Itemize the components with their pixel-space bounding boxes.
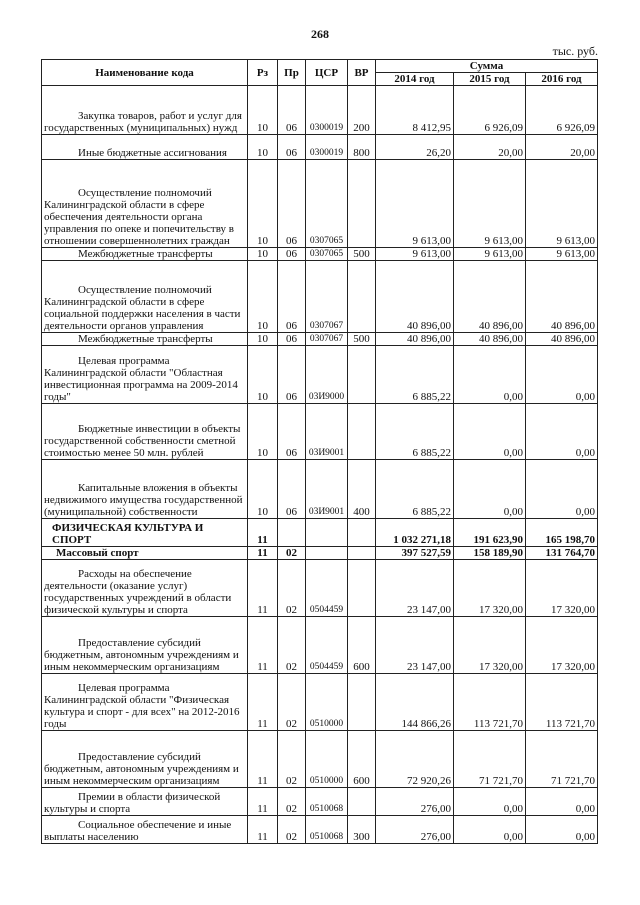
header-2016: 2016 год: [526, 73, 598, 86]
row-csr: 0300019: [306, 86, 348, 135]
row-2016: 40 896,00: [526, 333, 598, 346]
row-2016: 131 764,70: [526, 547, 598, 560]
row-pr: 02: [278, 617, 306, 674]
row-2014: 9 613,00: [376, 248, 454, 261]
table-row: [42, 404, 598, 460]
row-csr: [306, 547, 348, 560]
row-2015: 71 721,70: [454, 731, 526, 788]
row-2016: 0,00: [526, 816, 598, 844]
row-2014: 40 896,00: [376, 261, 454, 333]
table-row: [42, 333, 598, 346]
row-pr: 06: [278, 404, 306, 460]
row-2015: 113 721,70: [454, 674, 526, 731]
table-row: [42, 617, 598, 674]
table-row: [42, 519, 598, 547]
row-pr: 06: [278, 261, 306, 333]
row-vr: [348, 519, 376, 547]
row-name: Целевая программа Калининградской области "Областная инвестиционная программа на 2009-2014 годы": [42, 346, 248, 404]
row-pr: 06: [278, 160, 306, 248]
row-2016: 71 721,70: [526, 731, 598, 788]
table-row: [42, 731, 598, 788]
row-name: ФИЗИЧЕСКАЯ КУЛЬТУРА И СПОРТ: [42, 519, 248, 547]
row-rz: 11: [248, 731, 278, 788]
row-rz: 11: [248, 519, 278, 547]
table-row: [42, 460, 598, 519]
row-name: Осуществление полномочий Калининградской области в сфере обеспечения деятельности органа управления по опеке и попечительству в отношении совершеннолетних граждан: [42, 160, 248, 248]
table-row: [42, 261, 598, 333]
table-row: [42, 788, 598, 816]
row-name: Предоставление субсидий бюджетным, автономным учреждениям и иным некоммерческим организациям: [42, 617, 248, 674]
row-name: Иные бюджетные ассигнования: [42, 135, 248, 160]
row-name: Закупка товаров, работ и услуг для государственных (муниципальных) нужд: [42, 86, 248, 135]
row-vr: 200: [348, 86, 376, 135]
budget-table: [41, 59, 598, 844]
row-vr: 600: [348, 731, 376, 788]
header-2015: 2015 год: [454, 73, 526, 86]
page-number: 268: [311, 27, 329, 41]
row-pr: 06: [278, 460, 306, 519]
row-2015: 6 926,09: [454, 86, 526, 135]
row-2015: 0,00: [454, 816, 526, 844]
row-2016: 113 721,70: [526, 674, 598, 731]
row-2015: 9 613,00: [454, 160, 526, 248]
row-name: Предоставление субсидий бюджетным, автономным учреждениям и иным некоммерческим организациям: [42, 731, 248, 788]
row-2014: 72 920,26: [376, 731, 454, 788]
row-2015: 191 623,90: [454, 519, 526, 547]
row-name: Массовый спорт: [42, 547, 248, 560]
row-rz: 11: [248, 560, 278, 617]
row-2014: 23 147,00: [376, 617, 454, 674]
row-rz: 10: [248, 248, 278, 261]
row-csr: 0504459: [306, 617, 348, 674]
row-rz: 10: [248, 135, 278, 160]
row-2016: 165 198,70: [526, 519, 598, 547]
row-2014: 1 032 271,18: [376, 519, 454, 547]
row-rz: 10: [248, 460, 278, 519]
row-2015: 40 896,00: [454, 261, 526, 333]
row-2015: 17 320,00: [454, 617, 526, 674]
units-label: тыс. руб.: [552, 44, 598, 58]
row-csr: 0307067: [306, 333, 348, 346]
row-2015: 9 613,00: [454, 248, 526, 261]
header-2014: 2014 год: [376, 73, 454, 86]
table-row: [42, 674, 598, 731]
row-2014: 6 885,22: [376, 404, 454, 460]
row-csr: 03И9001: [306, 404, 348, 460]
row-2015: 158 189,90: [454, 547, 526, 560]
row-rz: 11: [248, 816, 278, 844]
row-2014: 397 527,59: [376, 547, 454, 560]
row-pr: 02: [278, 547, 306, 560]
row-csr: 0510068: [306, 816, 348, 844]
row-vr: [348, 261, 376, 333]
row-rz: 11: [248, 617, 278, 674]
row-name: Расходы на обеспечение деятельности (оказание услуг) государственных учреждений в области физической культуры и спорта: [42, 560, 248, 617]
row-2016: 0,00: [526, 404, 598, 460]
row-2016: 17 320,00: [526, 560, 598, 617]
row-2014: 276,00: [376, 816, 454, 844]
row-rz: 10: [248, 404, 278, 460]
row-rz: 10: [248, 160, 278, 248]
row-2016: 20,00: [526, 135, 598, 160]
row-csr: 0307067: [306, 261, 348, 333]
row-rz: 11: [248, 788, 278, 816]
row-rz: 10: [248, 346, 278, 404]
row-2015: 0,00: [454, 404, 526, 460]
row-2016: 17 320,00: [526, 617, 598, 674]
row-csr: 0504459: [306, 560, 348, 617]
row-2016: 9 613,00: [526, 160, 598, 248]
row-csr: 03И9000: [306, 346, 348, 404]
row-csr: 0510000: [306, 674, 348, 731]
row-name: Премии в области физической культуры и спорта: [42, 788, 248, 816]
row-rz: 10: [248, 86, 278, 135]
row-name: Капитальные вложения в объекты недвижимого имущества государственной (муниципальной) собственности: [42, 460, 248, 519]
row-vr: [348, 404, 376, 460]
table-row: [42, 346, 598, 404]
row-vr: [348, 547, 376, 560]
row-name: Социальное обеспечение и иные выплаты населению: [42, 816, 248, 844]
table-row: [42, 135, 598, 160]
row-rz: 10: [248, 261, 278, 333]
table-row: [42, 248, 598, 261]
row-pr: 06: [278, 248, 306, 261]
row-csr: [306, 519, 348, 547]
row-csr: 0510068: [306, 788, 348, 816]
row-pr: 06: [278, 135, 306, 160]
row-name: Целевая программа Калининградской области "Физическая культура и спорт - для всех" на 2012-2016 годы: [42, 674, 248, 731]
row-2015: 40 896,00: [454, 333, 526, 346]
row-csr: 0307065: [306, 248, 348, 261]
row-2014: 8 412,95: [376, 86, 454, 135]
row-vr: 800: [348, 135, 376, 160]
row-vr: 300: [348, 816, 376, 844]
row-2015: 0,00: [454, 346, 526, 404]
header-rz: Рз: [248, 60, 278, 86]
row-vr: [348, 674, 376, 731]
row-pr: [278, 519, 306, 547]
row-name: Межбюджетные трансферты: [42, 248, 248, 261]
row-pr: 06: [278, 86, 306, 135]
row-vr: 400: [348, 460, 376, 519]
row-rz: 10: [248, 333, 278, 346]
row-name: Бюджетные инвестиции в объекты государственной собственности сметной стоимостью менее 50 млн. рублей: [42, 404, 248, 460]
row-2016: 9 613,00: [526, 248, 598, 261]
row-2015: 20,00: [454, 135, 526, 160]
row-2016: 0,00: [526, 346, 598, 404]
row-vr: [348, 560, 376, 617]
row-vr: [348, 346, 376, 404]
header-csr: ЦСР: [306, 60, 348, 86]
header-name: Наименование кода: [42, 60, 248, 86]
row-pr: 02: [278, 731, 306, 788]
row-csr: 0300019: [306, 135, 348, 160]
table-row: [42, 86, 598, 135]
row-rz: 11: [248, 674, 278, 731]
row-2014: 276,00: [376, 788, 454, 816]
row-pr: 02: [278, 560, 306, 617]
row-2014: 144 866,26: [376, 674, 454, 731]
row-vr: 500: [348, 248, 376, 261]
row-2015: 17 320,00: [454, 560, 526, 617]
row-2016: 40 896,00: [526, 261, 598, 333]
row-vr: 600: [348, 617, 376, 674]
table-row: [42, 560, 598, 617]
row-2014: 26,20: [376, 135, 454, 160]
table-row: [42, 160, 598, 248]
row-2015: 0,00: [454, 788, 526, 816]
row-vr: [348, 788, 376, 816]
row-csr: 0510000: [306, 731, 348, 788]
row-pr: 02: [278, 674, 306, 731]
row-name: Осуществление полномочий Калининградской области в сфере социальной поддержки населения в части деятельности органов управления: [42, 261, 248, 333]
row-rz: 11: [248, 547, 278, 560]
header-vr: ВР: [348, 60, 376, 86]
row-name: Межбюджетные трансферты: [42, 333, 248, 346]
row-2015: 0,00: [454, 460, 526, 519]
row-2014: 6 885,22: [376, 346, 454, 404]
row-vr: [348, 160, 376, 248]
row-2014: 40 896,00: [376, 333, 454, 346]
row-pr: 02: [278, 788, 306, 816]
table-row: [42, 816, 598, 844]
row-pr: 06: [278, 346, 306, 404]
row-csr: 0307065: [306, 160, 348, 248]
row-2016: 6 926,09: [526, 86, 598, 135]
row-2014: 6 885,22: [376, 460, 454, 519]
row-2016: 0,00: [526, 460, 598, 519]
header-sum: Сумма: [376, 60, 598, 73]
row-2016: 0,00: [526, 788, 598, 816]
row-vr: 500: [348, 333, 376, 346]
row-2014: 23 147,00: [376, 560, 454, 617]
row-pr: 06: [278, 333, 306, 346]
row-pr: 02: [278, 816, 306, 844]
table-row: [42, 547, 598, 560]
row-csr: 03И9001: [306, 460, 348, 519]
row-2014: 9 613,00: [376, 160, 454, 248]
header-pr: Пр: [278, 60, 306, 86]
